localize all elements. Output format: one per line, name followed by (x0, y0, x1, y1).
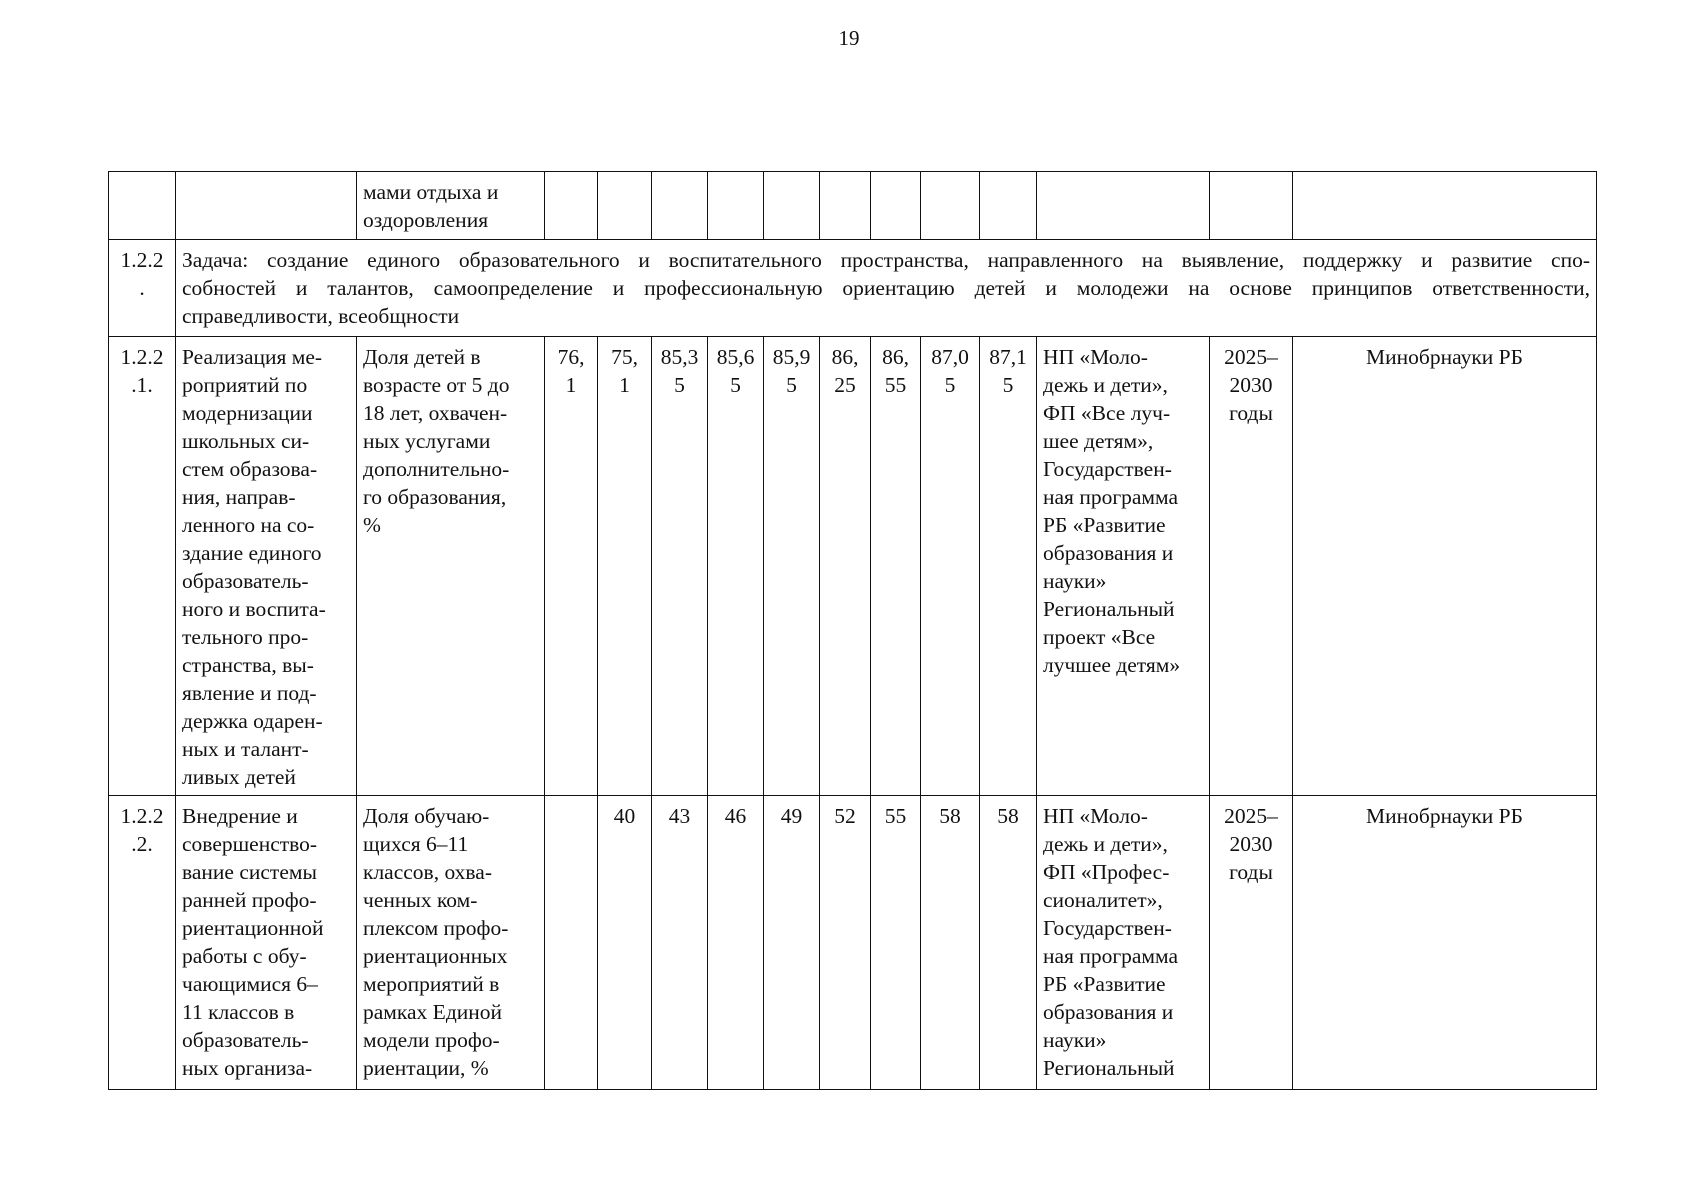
text-line: 25 (834, 373, 856, 397)
text-line: 5 (730, 373, 741, 397)
text-line: риентационных (363, 944, 508, 968)
indicator-name (357, 796, 545, 1090)
text-line: мами отдыха и (363, 180, 499, 204)
text-line: Доля обучаю- (363, 804, 490, 828)
value-cell (921, 172, 980, 240)
period-cell (1210, 172, 1293, 240)
text-line: ФП «Все луч- (1043, 401, 1171, 425)
text-line: 46 (724, 804, 747, 828)
text-line: РБ «Развитие (1043, 972, 1166, 996)
table-row-1-2-2-2 (109, 796, 1597, 1090)
measure-cell (176, 172, 357, 240)
task-text-line: справедливости, всеобщности (182, 304, 460, 328)
text-line: Реализация ме- (182, 345, 323, 369)
text-line: ных организа- (182, 1056, 313, 1080)
text-line: 85,9 (772, 345, 811, 369)
value-cell (598, 796, 652, 1090)
text-line: образователь- (182, 569, 309, 593)
text-line: 87,1 (989, 345, 1027, 369)
row-number (109, 796, 176, 1090)
text-line: школьных си- (182, 429, 310, 453)
text-line: стем образова- (182, 457, 318, 481)
row-number (109, 337, 176, 796)
num-cell (109, 172, 176, 240)
text-line: Региональный (1043, 1056, 1175, 1080)
text-line: образователь- (182, 1028, 309, 1052)
executor-cell: Минобрнауки РБ (1293, 337, 1597, 796)
task-text-line: Задача: создание единого образовательного и воспитательного пространства, направленного на выявление, поддержку и развитие спо- (182, 248, 1590, 272)
text-line: риентации, % (363, 1056, 489, 1080)
executor-cell: Минобрнауки РБ (1293, 796, 1597, 1090)
text-line: ных услугами (363, 429, 491, 453)
text-line: проект «Все (1043, 625, 1156, 649)
indicator-name (357, 337, 545, 796)
text-line: оздоровления (363, 208, 489, 232)
text-line: роприятий по (182, 373, 308, 397)
value-cell (708, 172, 764, 240)
text-line: науки» (1043, 569, 1107, 593)
value-cell (871, 796, 921, 1090)
measure-name (176, 337, 357, 796)
text-line: 5 (1002, 373, 1014, 397)
text-line: 87,0 (931, 345, 969, 369)
task-text-line: собностей и талантов, самоопределение и профессиональную ориентацию детей и молодежи на основе принципов ответственности, (182, 276, 1590, 300)
text-line: модернизации (182, 401, 313, 425)
text-line: ная программа (1043, 485, 1179, 509)
text-line: 58 (939, 804, 961, 828)
text-line: рамках Единой (363, 1000, 503, 1024)
executor-cell (1293, 172, 1597, 240)
text-line: ченных ком- (363, 888, 478, 912)
text-line: щихся 6–11 (363, 832, 469, 856)
value-cell (598, 337, 652, 796)
text-line: ранней профо- (182, 888, 317, 912)
text-line: 86, (882, 345, 909, 369)
text-line: 49 (780, 804, 803, 828)
text-line: % (363, 513, 381, 537)
text-line: ленного на со- (182, 513, 315, 537)
text-line: Государствен- (1043, 457, 1172, 481)
text-line: . (139, 276, 145, 300)
text-line: 2025– (1224, 804, 1278, 828)
programs-cell (1037, 796, 1210, 1090)
value-cell (652, 796, 708, 1090)
measure-name (176, 796, 357, 1090)
text-line: плексом профо- (363, 916, 509, 940)
text-line: 1.2.2 (120, 248, 164, 272)
task-number (109, 240, 176, 337)
text-line: образования и (1043, 1000, 1174, 1024)
text-line: 2030 (1229, 373, 1273, 397)
text-line: НП «Моло- (1043, 804, 1148, 828)
text-line: 1.2.2 (120, 804, 164, 828)
text-line: модели профо- (363, 1028, 500, 1052)
text-line: возрасте от 5 до (363, 373, 510, 397)
value-cell (708, 337, 764, 796)
value-cell (921, 337, 980, 796)
text-line: 55 (884, 804, 907, 828)
text-line: 75, (611, 345, 638, 369)
text-line: 52 (834, 804, 856, 828)
value-cell (764, 796, 820, 1090)
text-line: 5 (674, 373, 685, 397)
text-line: вание системы (182, 860, 317, 884)
text-line: науки» (1043, 1028, 1107, 1052)
value-cell (545, 796, 598, 1090)
text-line: тельного про- (182, 625, 309, 649)
value-cell (980, 337, 1037, 796)
text-line: риентационной (182, 916, 324, 940)
table-row-task (109, 240, 1597, 337)
value-cell (764, 172, 820, 240)
value-cell (980, 796, 1037, 1090)
value-cell (764, 337, 820, 796)
text-line: 5 (944, 373, 956, 397)
text-line: здание единого (182, 541, 322, 565)
text-line: совершенство- (182, 832, 318, 856)
text-line: дежь и дети», (1043, 832, 1168, 856)
text-line: Региональный (1043, 597, 1175, 621)
text-line: 40 (613, 804, 636, 828)
text-line: 5 (786, 373, 797, 397)
text-line: 55 (884, 373, 907, 397)
text-line: годы (1229, 401, 1273, 425)
value-cell (545, 337, 598, 796)
programs-cell (1037, 172, 1210, 240)
text-line: 58 (997, 804, 1019, 828)
value-cell (598, 172, 652, 240)
text-line: лучшее детям» (1043, 653, 1181, 677)
text-line: 43 (668, 804, 691, 828)
text-line: 11 классов в (182, 1000, 295, 1024)
text-line: 85,3 (660, 345, 699, 369)
table-row-1-2-2-1 (109, 337, 1597, 796)
value-cell (652, 172, 708, 240)
value-cell (820, 172, 871, 240)
text-line: .1. (131, 373, 153, 397)
text-line: Внедрение и (182, 804, 298, 828)
table-row-carryover (109, 172, 1597, 240)
text-line: держка одарен- (182, 709, 323, 733)
value-cell (871, 172, 921, 240)
text-line: 1 (565, 373, 577, 397)
text-line: классов, охва- (363, 860, 492, 884)
page-number: 19 (838, 26, 860, 50)
value-cell (545, 172, 598, 240)
text-line: 18 лет, охвачен- (363, 401, 508, 425)
text-line: явление и под- (182, 681, 317, 705)
text-line: Государствен- (1043, 916, 1172, 940)
text-line: го образования, (363, 485, 507, 509)
text-line: шее детям», (1043, 429, 1154, 453)
text-line: 76, (557, 345, 585, 369)
text-line: мероприятий в (363, 972, 500, 996)
text-line: дополнительно- (363, 457, 510, 481)
task-description (176, 240, 1597, 337)
text-line: дежь и дети», (1043, 373, 1168, 397)
period-cell (1210, 796, 1293, 1090)
text-line: ливых детей (182, 765, 296, 789)
value-cell (871, 337, 921, 796)
value-cell (820, 337, 871, 796)
value-cell (708, 796, 764, 1090)
value-cell (820, 796, 871, 1090)
programs-cell (1037, 337, 1210, 796)
text-line: чающимися 6– (182, 972, 318, 996)
text-line: ния, направ- (182, 485, 296, 509)
text-line: 2025– (1224, 345, 1278, 369)
text-line: 86, (831, 345, 859, 369)
program-table (108, 171, 1597, 1090)
text-line: 1 (619, 373, 630, 397)
text-line: .2. (131, 832, 153, 856)
text-line: образования и (1043, 541, 1174, 565)
text-line: ная программа (1043, 944, 1179, 968)
value-cell (921, 796, 980, 1090)
text-line: ФП «Профес- (1043, 860, 1170, 884)
text-line: 1.2.2 (120, 345, 164, 369)
value-cell (652, 337, 708, 796)
text-line: НП «Моло- (1043, 345, 1148, 369)
text-line: сионалитет», (1043, 888, 1163, 912)
text-line: ного и воспита- (182, 597, 326, 621)
period-cell (1210, 337, 1293, 796)
text-line: странства, вы- (182, 653, 314, 677)
text-line: 2030 (1229, 832, 1273, 856)
text-line: годы (1229, 860, 1273, 884)
text-line: Доля детей в (363, 345, 481, 369)
indicator-cell (357, 172, 545, 240)
text-line: РБ «Развитие (1043, 513, 1166, 537)
value-cell (980, 172, 1037, 240)
text-line: работы с обу- (182, 944, 307, 968)
text-line: ных и талант- (182, 737, 309, 761)
text-line: 85,6 (716, 345, 755, 369)
